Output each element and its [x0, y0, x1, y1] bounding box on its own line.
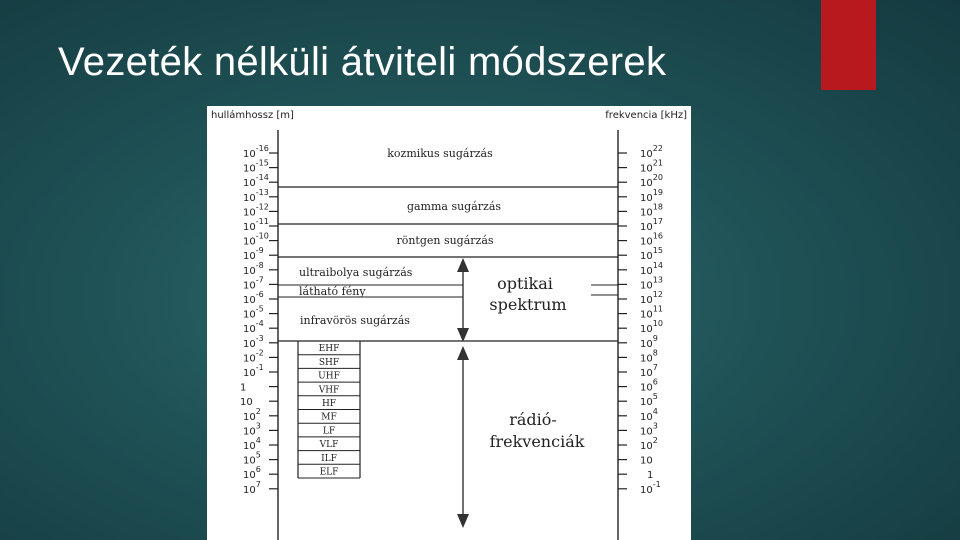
frequency-tick-label: $10^{21}$ — [640, 158, 663, 175]
radio-arrow-head-up — [457, 346, 469, 360]
frequency-tick-label: $10^{12}$ — [640, 290, 663, 306]
wavelength-tick-label: $10^6$ — [243, 465, 261, 482]
frequency-tick-label: $10^8$ — [640, 348, 658, 365]
radio-band-label: VLF — [319, 440, 339, 451]
optical-label-line2: spektrum — [489, 295, 567, 314]
wavelength-tick-label: $10^{-13}$ — [243, 187, 269, 204]
radio-band-label: UHF — [318, 371, 340, 382]
wavelength-tick-label: $10^3$ — [243, 421, 261, 438]
wavelength-tick-label: $10^{-8}$ — [243, 260, 264, 277]
accent-bar — [821, 0, 876, 90]
frequency-tick-label: $10^{11}$ — [640, 304, 663, 321]
frequency-tick-label: $10^{14}$ — [640, 260, 663, 277]
frequency-tick-label: $10^{16}$ — [640, 231, 663, 248]
frequency-ticks — [618, 144, 663, 496]
radio-band-label: ELF — [319, 467, 339, 478]
wavelength-tick-label: $10^{-6}$ — [243, 290, 264, 306]
frequency-tick-label: $10^2$ — [640, 436, 658, 452]
frequency-tick-label: $10^{22}$ — [640, 144, 663, 160]
wavelength-tick-label: $10^{-10}$ — [243, 231, 269, 248]
wavelength-tick-label: $10^{-9}$ — [243, 246, 264, 263]
frequency-tick-label: $10^5$ — [640, 392, 658, 409]
frequency-tick-label: $10^{20}$ — [640, 173, 663, 190]
frequency-tick-label: 10 — [640, 455, 653, 467]
frequency-tick-label: $10^{13}$ — [640, 275, 663, 292]
wavelength-tick-label: $10^2$ — [243, 406, 261, 423]
radio-band-label: VHF — [318, 385, 340, 396]
wavelength-tick-label: 1 — [240, 382, 247, 394]
spectrum-diagram — [207, 106, 691, 540]
band-label-gamma: gamma sugárzás — [406, 200, 502, 213]
wavelength-tick-label: 10 — [240, 397, 253, 409]
frequency-tick-label: $10^7$ — [640, 363, 658, 379]
frequency-tick-label: $10^{15}$ — [640, 246, 663, 263]
frequency-tick-label: $10^{10}$ — [640, 319, 663, 336]
radio-band-label: ILF — [321, 453, 337, 464]
left-axis-label: hullámhossz [m] — [211, 110, 294, 121]
wavelength-tick-label: $10^{-14}$ — [243, 173, 269, 190]
radio-band-stack — [298, 341, 360, 478]
band-label-xray: röntgen sugárzás — [396, 234, 494, 247]
frequency-tick-label: $10^{19}$ — [640, 187, 663, 204]
wavelength-tick-label: $10^4$ — [243, 436, 261, 452]
frequency-tick-label: 1 — [647, 470, 654, 482]
band-label-ultraviolet: ultraibolya sugárzás — [299, 266, 413, 279]
frequency-tick-label: $10^{-1}$ — [640, 479, 661, 496]
frequency-tick-label: $10^4$ — [640, 406, 658, 423]
optical-arrow-head-up — [457, 258, 469, 272]
wavelength-tick-label: $10^{-15}$ — [243, 158, 269, 175]
frequency-tick-label: $10^6$ — [640, 377, 658, 394]
wavelength-tick-label: $10^{-4}$ — [243, 319, 264, 336]
optical-arrow-head-down — [457, 328, 469, 342]
slide-title: Vezeték nélküli átviteli módszerek — [58, 40, 667, 84]
radio-band-label: EHF — [318, 344, 340, 355]
frequency-tick-label: $10^3$ — [640, 421, 658, 438]
radio-label-line2: frekvenciák — [489, 432, 585, 451]
wavelength-tick-label: $10^{-1}$ — [243, 363, 264, 379]
radio-arrow-head-down — [457, 514, 469, 528]
wavelength-tick-label: $10^{-11}$ — [243, 217, 269, 233]
band-label-visible: látható fény — [299, 285, 366, 298]
band-label-cosmic: kozmikus sugárzás — [387, 147, 493, 160]
radio-band-label: SHF — [318, 357, 340, 368]
optical-label-line1: optikai — [497, 274, 553, 293]
frequency-tick-label: $10^{17}$ — [640, 217, 663, 233]
frequency-tick-label: $10^{18}$ — [640, 202, 663, 219]
wavelength-tick-label: $10^{-16}$ — [243, 144, 269, 160]
radio-band-label: HF — [321, 399, 337, 409]
wavelength-tick-label: $10^{-7}$ — [243, 275, 264, 292]
wavelength-tick-label: $10^7$ — [243, 479, 261, 496]
wavelength-tick-label: $10^{-2}$ — [243, 348, 264, 365]
spectrum-svg — [207, 106, 691, 540]
radio-label-line1: rádió- — [509, 410, 557, 429]
radio-band-label: LF — [322, 426, 336, 437]
radio-band-label: MF — [321, 412, 337, 423]
wavelength-ticks — [240, 144, 278, 496]
right-axis-label: frekvencia [kHz] — [605, 110, 687, 121]
wavelength-tick-label: $10^{-5}$ — [243, 304, 264, 321]
wavelength-tick-label: $10^{-12}$ — [243, 202, 269, 219]
band-label-infrared: infravörös sugárzás — [300, 314, 410, 327]
wavelength-tick-label: $10^{-3}$ — [243, 333, 264, 350]
frequency-tick-label: $10^9$ — [640, 333, 658, 350]
wavelength-tick-label: $10^5$ — [243, 450, 261, 467]
